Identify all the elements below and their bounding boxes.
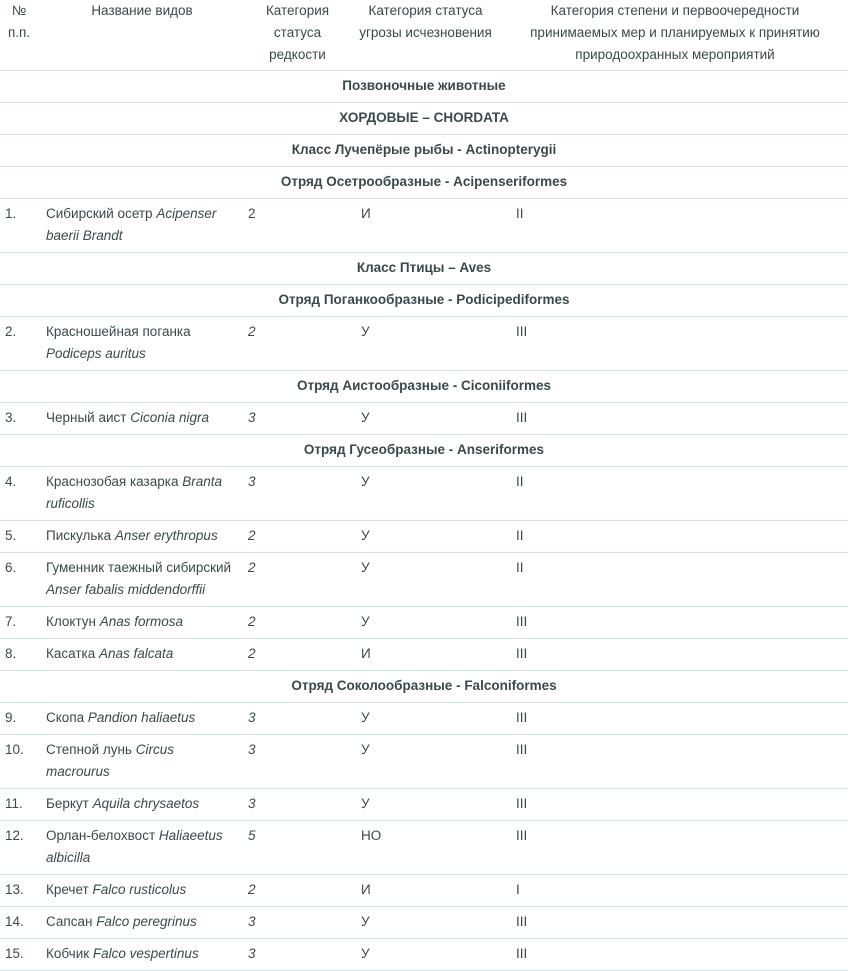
species-row: [0, 403, 848, 435]
species-common-name: Пискулька: [46, 528, 115, 543]
species-common-name: Скопа: [46, 710, 88, 725]
species-latin-name: Falco rusticolus: [92, 882, 187, 897]
species-latin-name: Anser erythropus: [114, 528, 218, 543]
rarity-category: 2: [248, 206, 256, 221]
rarity-category: 2: [248, 528, 256, 543]
species-name: [38, 703, 246, 735]
species-common-name: Сибирский осетр: [46, 206, 157, 221]
species-common-name: Клоктун: [46, 614, 100, 629]
species-name: [38, 467, 246, 521]
threat-category: У: [361, 410, 370, 425]
action-category: III: [516, 946, 528, 961]
rarity-category: 3: [248, 946, 256, 961]
species-row: [0, 875, 848, 907]
group-heading: Класс Птицы – Aves: [356, 260, 492, 275]
header-threat: Категория статуса угрозы исчезновения: [359, 3, 492, 40]
species-latin-name: Pandion haliaetus: [87, 710, 196, 725]
threat-category: У: [361, 946, 370, 961]
action-category: III: [516, 828, 528, 843]
species-common-name: Орлан-белохвост: [46, 828, 159, 843]
row-number: 5.: [5, 528, 17, 543]
row-number: 2.: [5, 324, 17, 339]
species-common-name: Касатка: [46, 646, 99, 661]
species-latin-name: Falco peregrinus: [96, 914, 197, 929]
rarity-category: 3: [248, 914, 256, 929]
table-header: [0, 0, 848, 71]
species-latin-name: Branta ruficollis: [46, 474, 222, 511]
table-body: [0, 71, 848, 971]
group-row: [0, 71, 848, 103]
species-row: [0, 639, 848, 671]
group-row: [0, 167, 848, 199]
row-number: 10.: [5, 742, 24, 757]
group-row: [0, 253, 848, 285]
species-row: [0, 907, 848, 939]
species-name: [38, 907, 246, 939]
species-row: [0, 521, 848, 553]
header-rarity: Категория статуса редкости: [265, 3, 330, 62]
threat-category: У: [361, 528, 370, 543]
action-category: II: [516, 560, 524, 575]
species-row: [0, 199, 848, 253]
threat-category: И: [361, 646, 371, 661]
group-row: [0, 103, 848, 135]
threat-category: И: [361, 206, 371, 221]
species-row: [0, 703, 848, 735]
species-name: [38, 875, 246, 907]
species-name: [38, 521, 246, 553]
row-number: 4.: [5, 474, 17, 489]
species-row: [0, 789, 848, 821]
species-name: [38, 403, 246, 435]
rarity-category: 2: [248, 646, 256, 661]
rarity-category: 2: [248, 614, 256, 629]
action-category: II: [516, 206, 524, 221]
row-number: 11.: [5, 796, 23, 811]
species-name: [38, 317, 246, 371]
group-heading: Отряд Аистообразные - Ciconiiformes: [296, 378, 552, 393]
action-category: III: [516, 614, 528, 629]
row-number: 9.: [5, 710, 17, 725]
threat-category: У: [361, 742, 370, 757]
species-common-name: Черный аист: [46, 410, 131, 425]
species-latin-name: Podiceps auritus: [46, 346, 146, 361]
species-common-name: Беркут: [46, 796, 93, 811]
species-row: [0, 821, 848, 875]
species-name: [38, 639, 246, 671]
row-number: 8.: [5, 646, 17, 661]
row-number: 14.: [5, 914, 24, 929]
threat-category: У: [361, 796, 370, 811]
species-name: [38, 553, 246, 607]
rarity-category: 2: [248, 324, 256, 339]
threat-category: У: [361, 914, 370, 929]
rarity-category: 3: [248, 742, 256, 757]
species-latin-name: Circus macrourus: [46, 742, 174, 779]
group-heading: ХОРДОВЫЕ – CHORDATA: [339, 110, 509, 125]
action-category: I: [516, 882, 520, 897]
rarity-category: 2: [248, 882, 256, 897]
action-category: II: [516, 528, 524, 543]
group-heading: Класс Лучепёрые рыбы - Actinopterygii: [291, 142, 557, 157]
action-category: III: [516, 742, 528, 757]
species-name: [38, 607, 246, 639]
threat-category: У: [361, 710, 370, 725]
species-common-name: Сапсан: [46, 914, 97, 929]
rarity-category: 3: [248, 796, 256, 811]
species-latin-name: Anas formosa: [99, 614, 184, 629]
group-row: [0, 371, 848, 403]
row-number: 13.: [5, 882, 24, 897]
species-common-name: Кречет: [46, 882, 93, 897]
action-category: III: [516, 410, 528, 425]
threat-category: У: [361, 324, 370, 339]
group-heading: Позвоночные животные: [342, 78, 506, 93]
header-action: Категория степени и первоочередности принимаемых мер и планируемых к принятию природоохранных мероприятий: [530, 3, 820, 62]
rarity-category: 3: [248, 710, 256, 725]
species-common-name: Краснозобая казарка: [46, 474, 183, 489]
threat-category: У: [361, 474, 370, 489]
species-common-name: Красношейная поганка: [46, 324, 191, 339]
species-row: [0, 735, 848, 789]
row-number: 3.: [5, 410, 17, 425]
species-latin-name: Anser fabalis middendorffii: [46, 582, 206, 597]
species-common-name: Кобчик: [46, 946, 93, 961]
species-latin-name: Aquila chrysaetos: [92, 796, 200, 811]
species-row: [0, 317, 848, 371]
action-category: III: [516, 710, 528, 725]
action-category: III: [516, 796, 528, 811]
group-heading: Отряд Поганкообразные - Podicipediformes: [278, 292, 570, 307]
rarity-category: 3: [248, 474, 256, 489]
action-category: III: [516, 914, 528, 929]
species-row: [0, 553, 848, 607]
species-name: [38, 821, 246, 875]
species-latin-name: Falco vespertinus: [92, 946, 199, 961]
group-row: [0, 435, 848, 467]
row-number: 6.: [5, 560, 17, 575]
species-row: [0, 607, 848, 639]
species-name: [38, 789, 246, 821]
group-row: [0, 285, 848, 317]
header-name: Название видов: [91, 3, 193, 18]
threat-category: У: [361, 560, 370, 575]
action-category: III: [516, 324, 528, 339]
row-number: 15.: [5, 946, 24, 961]
species-row: [0, 467, 848, 521]
species-name: [38, 199, 246, 253]
species-latin-name: Haliaeetus albicilla: [46, 828, 223, 865]
threat-category: НО: [361, 828, 382, 843]
rarity-category: 5: [248, 828, 256, 843]
action-category: III: [516, 646, 528, 661]
species-latin-name: Anas falcata: [98, 646, 174, 661]
species-latin-name: Ciconia nigra: [130, 410, 209, 425]
threat-category: И: [361, 882, 371, 897]
row-number: 7.: [5, 614, 17, 629]
group-heading: Отряд Соколообразные - Falconiformes: [291, 678, 557, 693]
row-number: 1.: [5, 206, 17, 221]
species-name: [38, 939, 246, 971]
rarity-category: 3: [248, 410, 256, 425]
species-common-name: Степной лунь: [46, 742, 136, 757]
action-category: II: [516, 474, 524, 489]
header-row: [0, 0, 848, 71]
row-number: 12.: [5, 828, 24, 843]
group-heading: Отряд Гусеобразные - Anseriformes: [303, 442, 545, 457]
group-heading: Отряд Осетрообразные - Acipenseriformes: [280, 174, 568, 189]
species-name: [38, 735, 246, 789]
header-num: № п.п.: [7, 3, 31, 40]
rarity-category: 2: [248, 560, 256, 575]
species-row: [0, 939, 848, 971]
threat-category: У: [361, 614, 370, 629]
group-row: [0, 671, 848, 703]
species-common-name: Гуменник таежный сибирский: [46, 560, 232, 575]
species-latin-name: Acipenser baerii Brandt: [46, 206, 217, 243]
group-row: [0, 135, 848, 167]
